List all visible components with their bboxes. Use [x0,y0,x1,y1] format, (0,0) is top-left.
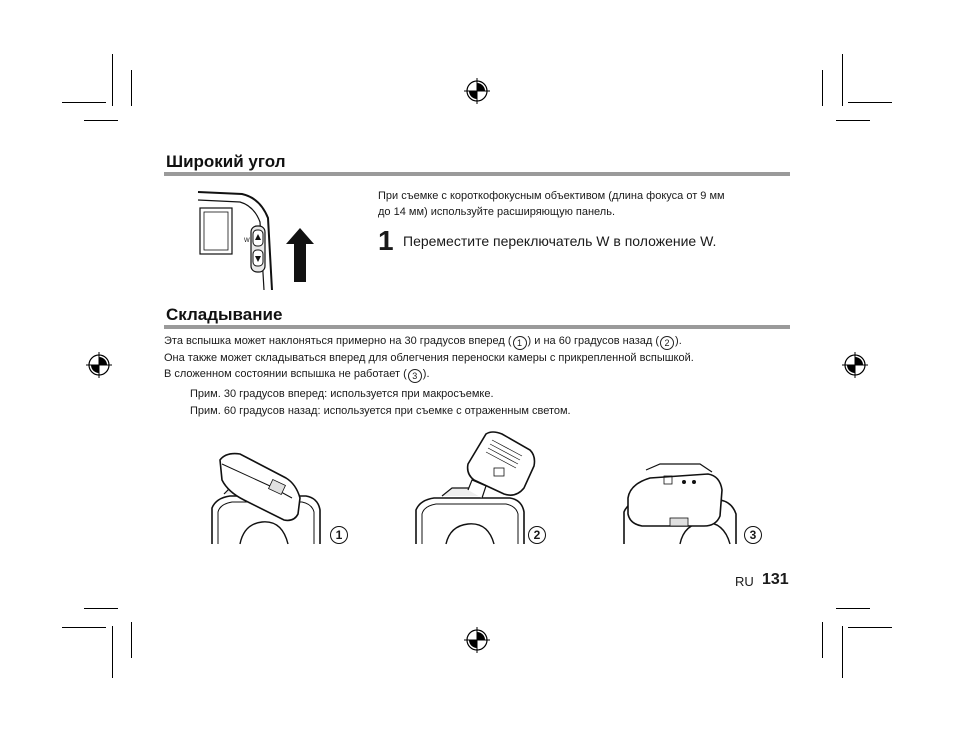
registration-mark-top [464,78,490,104]
step-text: Переместите переключатель W в положение W. [403,233,717,249]
paragraph-inactive: В сложенном состоянии вспышка не работает ( 3 ). [164,368,430,381]
svg-text:W: W [244,238,250,244]
section-title-folding: Складывание [166,305,283,324]
registration-mark-right [842,352,868,378]
note-macro: Прим. 30 градусов вперед: используется при макросъемке. [190,388,494,400]
circled-number-1: 1 [513,336,527,350]
registration-mark-bottom [464,627,490,653]
note-bounce: Прим. 60 градусов назад: используется при съемке с отраженным светом. [190,405,571,417]
flash-tilt-back-illustration [412,430,536,546]
intro-line-1: При съемке с короткофокусным объективом (длина фокуса от 9 мм [378,190,725,202]
registration-mark-left [86,352,112,378]
intro-line-2: до 14 мм) используйте расширяющую панель. [378,206,615,218]
section-title-wide-angle: Широкий угол [166,152,286,171]
flash-tilt-forward-illustration [210,450,330,546]
figure-label-3: 3 [744,526,762,544]
flash-folded-illustration [620,460,744,546]
paragraph-tilt: Эта вспышка может наклоняться примерно на 30 градусов вперед ( 1 ) и на 60 градусов назад ( 2 ). [164,335,682,348]
figure-label-1: 1 [330,526,348,544]
circled-number-3: 3 [408,369,422,383]
step-number: 1 [378,225,394,256]
paragraph-fold: Она также может складываться вперед для облегчения переноски камеры с прикрепленной вспышкой. [164,352,694,364]
page-number: 131 [762,571,789,588]
section-rule [164,172,790,176]
flash-switch-illustration [196,188,326,292]
circled-number-2: 2 [660,336,674,350]
language-code: RU [735,574,754,589]
figure-label-2: 2 [528,526,546,544]
section-rule [164,325,790,329]
